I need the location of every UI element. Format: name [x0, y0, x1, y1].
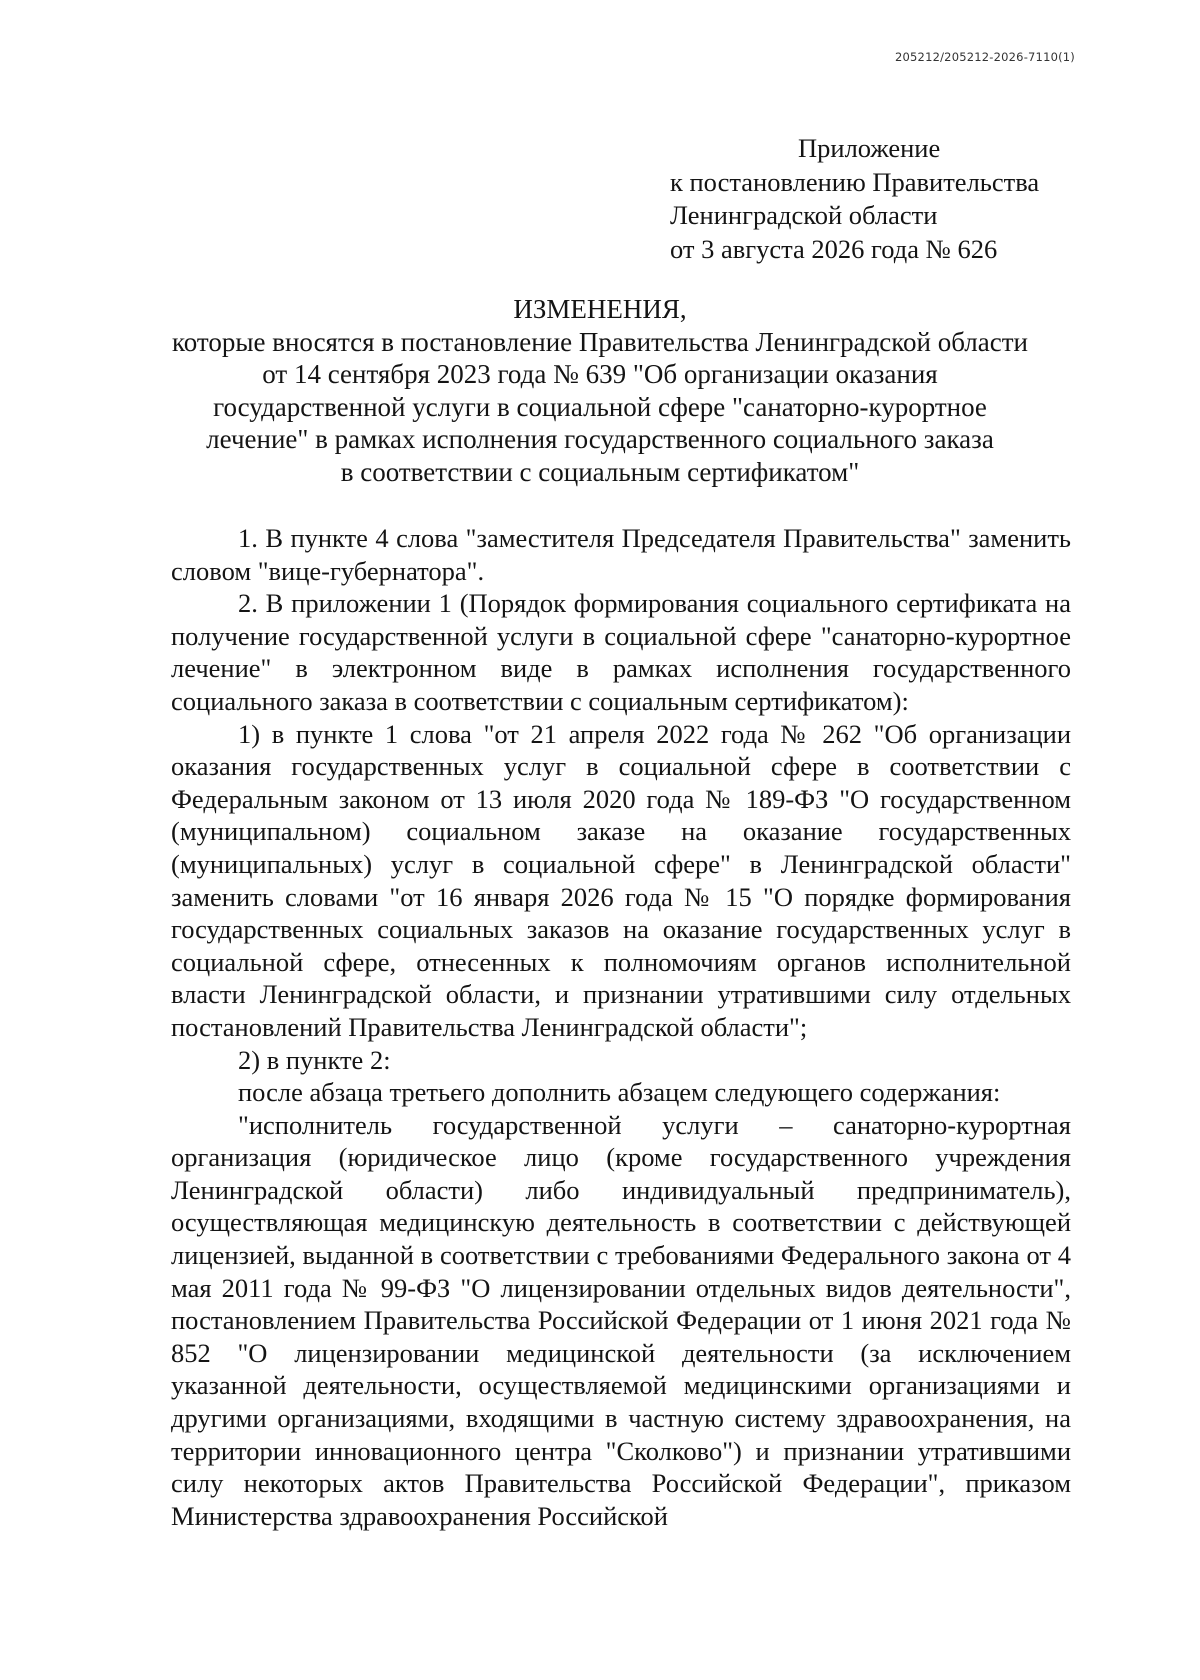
- paragraph-1: 1. В пункте 4 слова "заместителя Председателя Правительства" заменить словом "вице-губернатора".: [171, 523, 1071, 586]
- document-heading: [0, 293, 1200, 488]
- heading-line: государственной услуги в социальной сфере "санаторно-курортное: [213, 391, 987, 422]
- appendix-line: к постановлению Правительства: [670, 166, 1040, 197]
- heading-line: от 14 сентября 2023 года № 639 "Об организации оказания: [262, 359, 938, 389]
- appendix-title: Приложение: [798, 133, 941, 163]
- paragraph-6: "исполнитель государственной услуги – санаторно-курортная организация (юридическое лицо (кроме государственного учреждения Ленинградской области) либо индивидуальный предприниматель), осуществляющая медицинскую деятельность в соответствии с действующей лицензией, выданной в соответствии с требованиями Федерального закона от 4 мая 2011 года № 99-ФЗ "О лицензировании отдельных видов деятельности", постановлением Правительства Российской Федерации от 1 июня 2021 года № 852 "О лицензировании медицинской деятельности (за исключением указанной деятельности, осуществляемой медицинскими организациями и другими организациями, входящими в частную систему здравоохранения, на территории инновационного центра "Сколково") и признании утратившими силу некоторых актов Правительства Российской Федерации", приказом Министерства здравоохранения Российской: [171, 1109, 1071, 1531]
- heading-line: лечение" в рамках исполнения государственного социального заказа: [206, 424, 994, 454]
- heading-line: которые вносятся в постановление Правительства Ленинградской области: [171, 326, 1028, 357]
- appendix-block: [670, 132, 1039, 266]
- paragraph-2: 2. В приложении 1 (Порядок формирования социального сертификата на получение государственной услуги в социальной сфере "санаторно-курортное лечение" в электронном виде в рамках исполнения государственного социального заказа в соответствии с социальным сертификатом):: [171, 588, 1071, 716]
- heading-line: в соответствии с социальным сертификатом": [340, 456, 860, 487]
- heading-title: ИЗМЕНЕНИЯ,: [513, 294, 687, 324]
- appendix-date-line: от 3 августа 2026 года № 626: [670, 233, 998, 264]
- paragraph-5: после абзаца третьего дополнить абзацем следующего содержания:: [238, 1077, 1001, 1108]
- document-body: [171, 522, 1071, 1532]
- appendix-line: Ленинградской области: [670, 200, 938, 230]
- document-id: 205212/205212-2026-7110(1): [895, 50, 1075, 64]
- paragraph-4: 2) в пункте 2:: [238, 1044, 391, 1075]
- paragraph-3: 1) в пункте 1 слова "от 21 апреля 2022 года № 262 "Об организации оказания государственных услуг в социальной сфере в соответствии с Федеральным законом от 13 июля 2020 года № 189-ФЗ "О государственном (муниципальном) социальном заказе на оказание государственных (муниципальных) услуг в социальной сфере" в Ленинградской области" заменить словами "от 16 января 2026 года № 15 "О порядке формирования государственных социальных заказов на оказание государственных услуг в социальной сфере, отнесенных к полномочиям органов исполнительной власти Ленинградской области, и признании утратившими силу отдельных постановлений Правительства Ленинградской области";: [171, 718, 1071, 1042]
